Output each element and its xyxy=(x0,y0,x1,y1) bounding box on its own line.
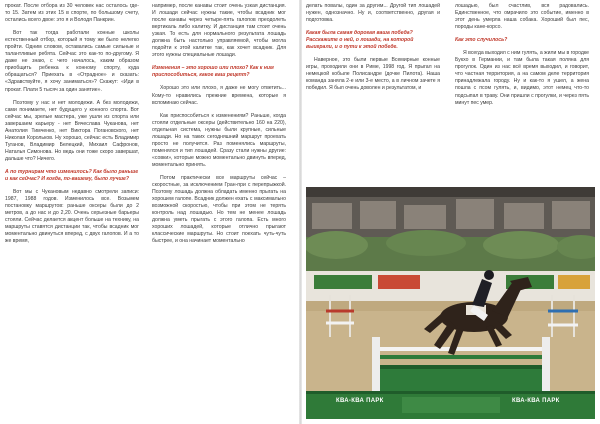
text-column-4 xyxy=(455,3,589,113)
interview-question: А по турнирам что изменилось? Как было раньше и как сейчас? И когда, по-вашему, было лучше? xyxy=(5,168,139,183)
sponsor-board: КВА-КВА ПАРК xyxy=(336,398,384,404)
paragraph: Вот так тогда работали конные школы естественный отбор, который я тому же было нелегко пройти. Одним словом, оставались самые сильные и талантливые ребята. Сейчас это как-то по-другому. Я даже не знаю, с чего началось, каким образом приобщить ребенка к конному спорту, куда обращаться? Приехать в «Отрадное» и сказать: «Здравствуйте, я хочу заниматься»? Скажут: «Иди в прокат. Плати 5 тысяч за один занятие». xyxy=(5,30,139,93)
paragraph: Как приспособиться к изменениям? Раньше, когда стояли отдельные оксеры (действительно 160 на 220), отдельная система, нужны были крупные, сильные лошади. Но на таких сегодняшний маршрут проехать просто не получится. Раз поменялись маршруты, поменялся и тип лошадей. Сразу стали нужны другие: «совки», которые можно моментально двинуть вперед, моментально принять. xyxy=(152,112,286,168)
arena-illustration xyxy=(306,187,595,419)
paragraph: Хорошо это или плохо, я даже не могу ответить... Кому-то нравились прежние времена, которые я вспоминаю сейчас. xyxy=(152,85,286,106)
interview-question: Как это случилось? xyxy=(455,37,508,44)
paragraph: Поэтому у нас и нет молодежи. А без молодежи, сами понимаете, нет будущего у конного спорта. Вот сейчас мы, зрелые мастера, уже ушли из спорта или завершаем карьеру - нет Вячеслава Чуканова, нет Анатолия Тимченко, нет Виктора Погановского, нет Николая Корольков. Ну хорошо, сейчас есть Владимир Туганов, Владимир Белецкий, Михаил Сафронов, Наталья Симонова. Но ведь они тоже скоро завершат, дальше что? Ничего. xyxy=(5,99,139,162)
text-column-3 xyxy=(306,3,440,99)
paragraph: Вот мы с Чукановым недавно смотрели записи: 1987, 1988 годов. Изменилось все. Возьмем постановку маршрутов: раньше оксеры были до 2 метров, а до нас и до 2,20. Очень серьезные барьеры стояли. Сейчас делается акцент больше на технику, на маршруты ставятся дистанции так, чтобы всадник мог моментально двинуться вперед, с двух галопов. И а то же время, xyxy=(5,189,139,245)
show-jumping-photo xyxy=(306,187,595,419)
paragraph: прокат. После отбора из 30 человек нас осталось где-то 15. Затем из этих 15 в спорте, по большому счету, остались всего двое: это я и Володя Панкрин. xyxy=(5,3,139,24)
paragraph: Я всегда выходил с ним гулять, а жили мы в городке Букхо в Германии, и там была такая поляна для прогулок. Один из нас всё время выходил, и говорит, что частная территория, а на самом деле территория принадлежала городу. Ну и как-то я ушел, а жена пошла с псом гулять, и, видимо, этот немец что-то подсыпал в траву. Они пришли с прогулки, и через пять минут пес умер. xyxy=(455,50,589,106)
paragraph: делать повалы, один за другим... Другой тип лошадей нужен, однозначно. Ну и, соответственно, другая и подготовка. xyxy=(306,3,440,24)
paragraph: Наверное, это были первые Всемирные конные игры, проходили они в Риме, 1998 год. Я прыгал на немецкой кобыле Полисандре (дочке Пилота). Наша команда заняла 2-е или 3-е место, а в личном зачете я победил. Я был очень доволен и результатом, и xyxy=(306,57,440,92)
sponsor-board: КВА-КВА ПАРК xyxy=(512,398,560,404)
paragraph: лошадью, был счастлив, вся радовались. Единственное, что омрачило это событие, именно в этот день умерла наша собака. Хороший был пес, породы кане-корсо. xyxy=(455,3,589,31)
paragraph: например, после канавы стоит очень узкая дистанция. И лошади сейчас нужны такие, чтобы всадник мог после канавы через четыре-пять галопов преодолеть вертикаль либо калитку. И дистанция там стоит очень узкая. То есть для нормального результата лошадь должна быть настолько управляемой, чтобы могла подойти к этой калитке так, как хочет всадник. Для этого нужны специальные лошади. xyxy=(152,3,286,59)
text-column-1 xyxy=(5,3,139,251)
interview-question: Изменения – это хорошо или плохо? Как к ним приспособиться, какое ваш рецепт? xyxy=(152,65,274,79)
text-column-2 xyxy=(152,3,286,251)
paragraph: Потом практически все маршруты сейчас – скоростные, за исключением Гран-при с перепрыжкой. Поэтому лошадь должна обладать именно прыгать на хорошем галопе. Всадник должен ехать с максимально возможной скоростью, чтобы при этом не терять контроль над лошадью. Но тем не менее лошадь должна уметь прыгать с этого галопа. Есть много хороших лошадей, которые отлично прыгают классические маршруты. Но стоит поехать чуть-чуть быстрее, и она начинает моментально xyxy=(152,174,286,245)
page-fold xyxy=(299,0,302,424)
interview-question: Какая была самая дорогая ваша победа? Расскажите о ней, о лошади, на которой выиграли, и о пути к этой победе. xyxy=(306,30,414,51)
